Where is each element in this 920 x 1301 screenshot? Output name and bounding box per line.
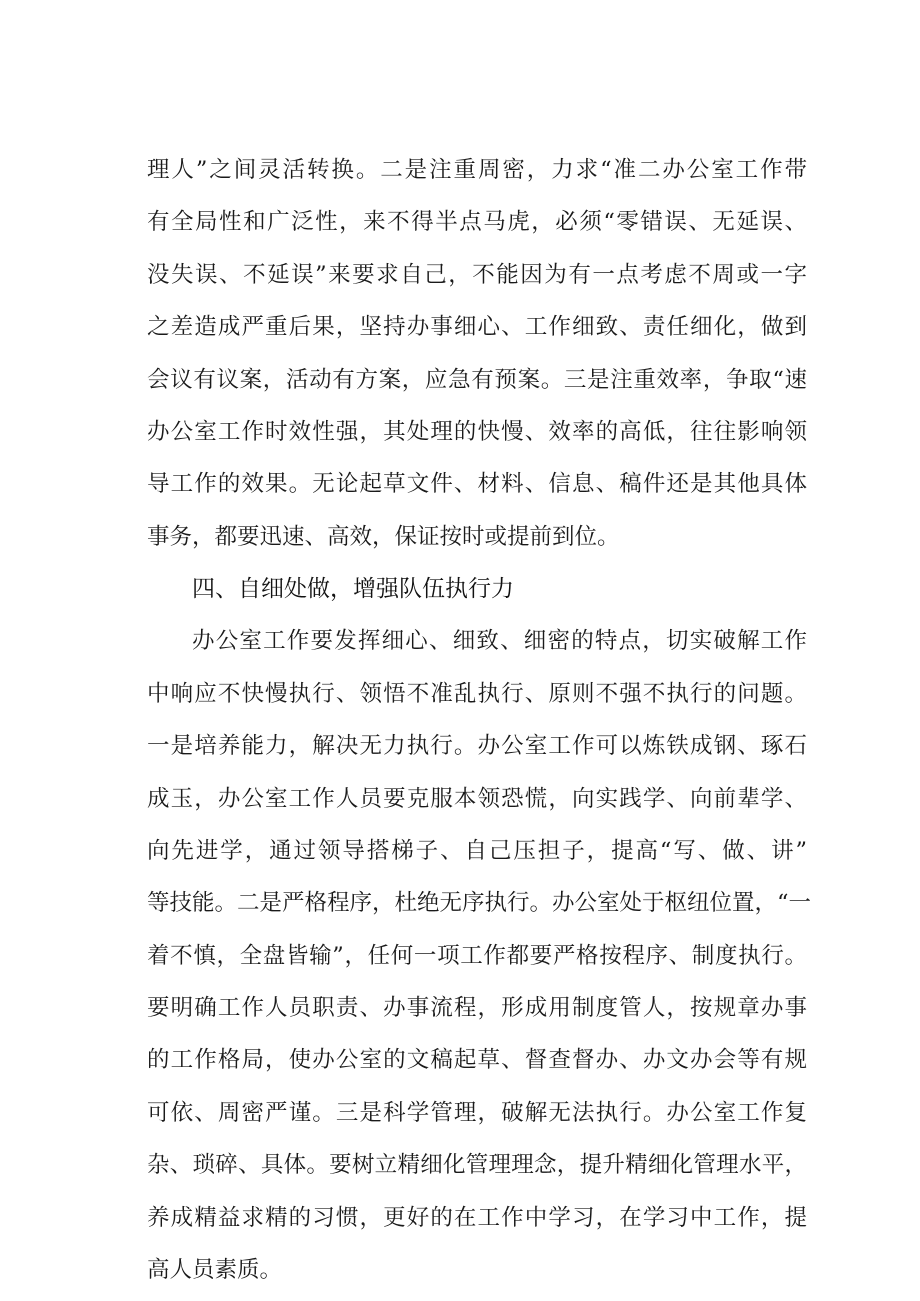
paragraph-line: 的工作格局，使办公室的文稿起草、督查督办、办文办会等有规 [147,1047,807,1073]
paragraph-line: 高人员素质。 [147,1257,283,1283]
paragraph-line: 杂、琐碎、具体。要树立精细化管理理念，提升精细化管理水平， [147,1152,807,1178]
paragraph-line: 要明确工作人员职责、办事流程，形成用制度管人，按规章办事 [147,995,807,1021]
paragraph-line: 着不慎，全盘皆输”，任何一项工作都要严格按程序、制度执行。 [147,943,807,969]
paragraph-line: 有全局性和广泛性，来不得半点马虎，必须“零错误、无延误、 [147,209,807,235]
paragraph-line: 导工作的效果。无论起草文件、材料、信息、稿件还是其他具体 [147,471,807,497]
paragraph-line: 办公室工作要发挥细心、细致、细密的特点，切实破解工作 [192,628,807,654]
paragraph-line: 养成精益求精的习惯，更好的在工作中学习，在学习中工作，提 [147,1205,807,1231]
section-heading: 四、自细处做，增强队伍执行力 [192,576,514,602]
paragraph-line: 事务，都要迅速、高效，保证按时或提前到位。 [147,524,620,550]
paragraph-line: 成玉，办公室工作人员要克服本领恐慌，向实践学、向前辈学、 [147,786,807,812]
paragraph-line: 办公室工作时效性强，其处理的快慢、效率的高低，往往影响领 [147,419,807,445]
paragraph-line: 之差造成严重后果，坚持办事细心、工作细致、责任细化，做到 [147,314,807,340]
paragraph-line: 等技能。二是严格程序，杜绝无序执行。办公室处于枢纽位置，“一 [147,890,812,916]
paragraph-line: 理人”之间灵活转换。二是注重周密，力求“准二办公室工作带 [147,157,807,183]
paragraph-line: 一是培养能力，解决无力执行。办公室工作可以炼铁成钢、琢石 [147,733,807,759]
paragraph-line: 中响应不快慢执行、领悟不准乱执行、原则不强不执行的问题。 [147,681,807,707]
paragraph-line: 没失误、不延误”来要求自己，不能因为有一点考虑不周或一字 [147,262,807,288]
paragraph-line: 向先进学，通过领导搭梯子、自己压担子，提高“写、做、讲” [147,838,807,864]
paragraph-line: 会议有议案，活动有方案，应急有预案。三是注重效率，争取“速 [147,367,807,393]
paragraph-line: 可依、周密严谨。三是科学管理，破解无法执行。办公室工作复 [147,1100,807,1126]
